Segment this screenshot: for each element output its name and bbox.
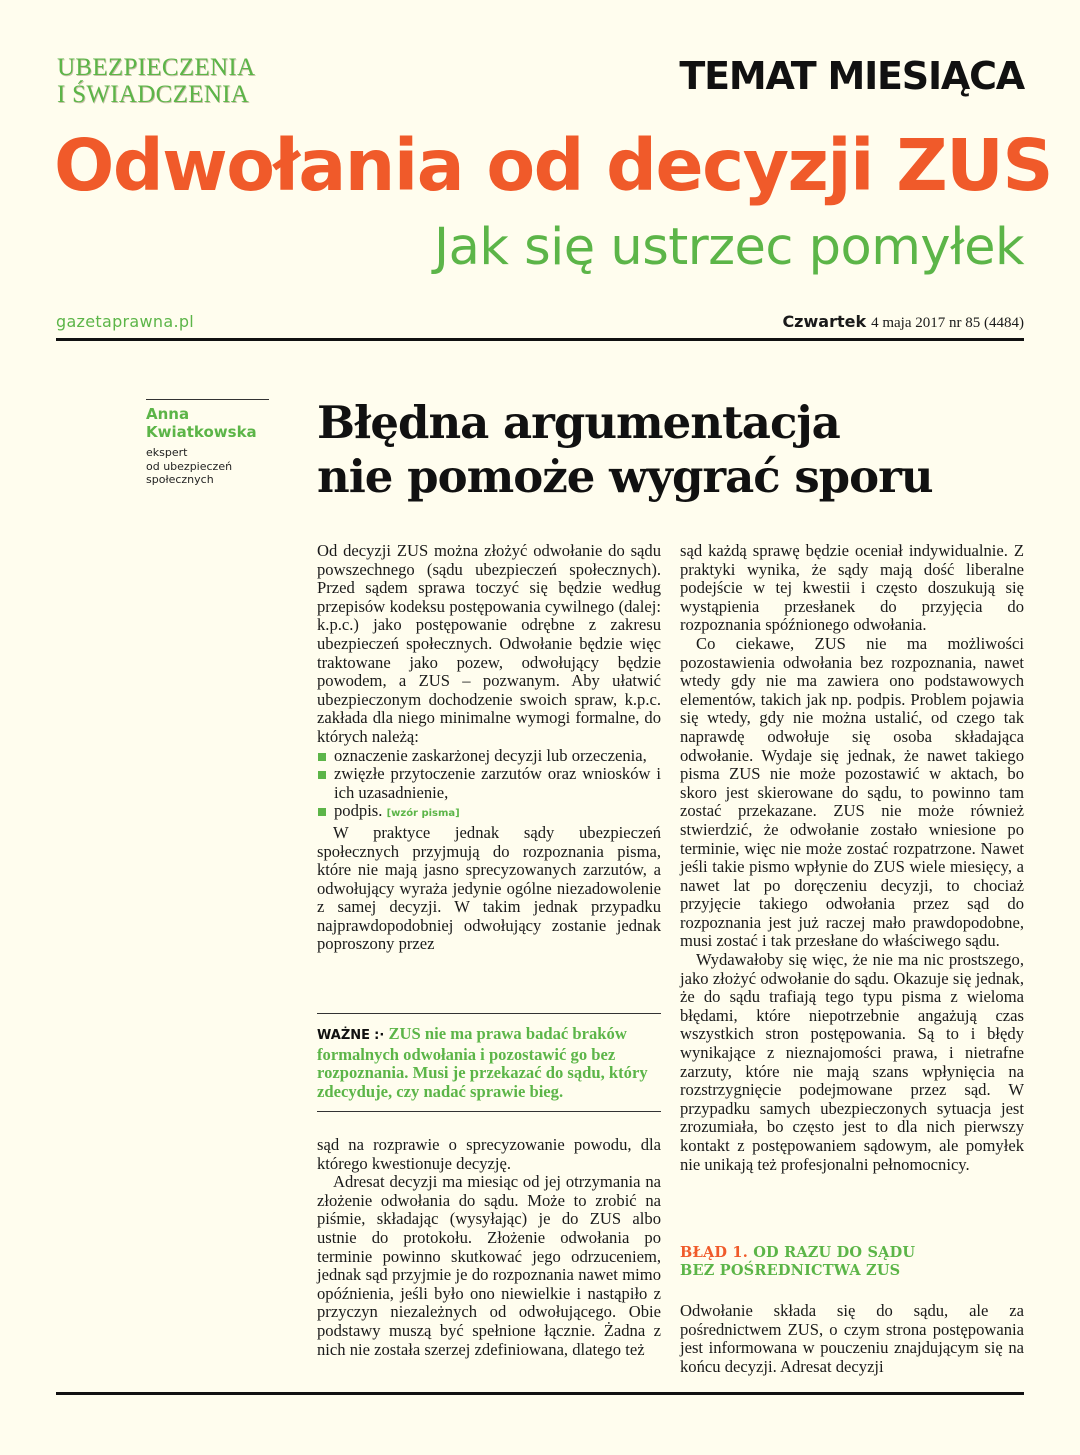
important-box-top-rule (317, 1013, 661, 1014)
author-name (146, 405, 257, 441)
error-1-title-line1: OD RAZU DO SĄDU (753, 1244, 916, 1261)
author-last-name: Kwiatkowska (146, 423, 257, 441)
paragraph-simple: Wydawałoby się więc, że nie ma nic prostszego, jako złożyć odwołanie do sądu. Okazuje się jednak, że do sądu trafiają tego typu pisma z wieloma błędami, które niepotrzebnie angażują czas wszystkich stron postępowania. Są to i błędy wynikające z nieznajomości prawa, i nietrafne zarzuty, które nie mają szans wpłynięcia na rozstrzygnięcie podejmowane przez sąd. W przypadku samych ubezpieczonych sytuacja jest zrozumiała, bo często jest to dla nich pierwszy kontakt z postępowaniem sądowym, ale pomyłek nie unikają też profesjonalni pełnomocnicy. (680, 950, 1024, 1174)
paragraph-continue: sąd na rozprawie o sprecyzowanie powodu, dla którego kwestionuje decyzję. (317, 1135, 661, 1173)
article-column-2-top (680, 542, 1024, 1174)
headline-line1: Błędna argumentacja (317, 396, 840, 449)
section-label (57, 54, 255, 108)
topic-label: TEMAT MIESIĄCA (679, 54, 1024, 98)
article-column-2-bottom (680, 1302, 1024, 1376)
paragraph-deadline: Adresat decyzji ma miesiąc od jej otrzymania na złożenie odwołania do sądu. Może to zrobić na piśmie, składając (wysyłając) je do ZUS albo ustnie do protokołu. Złożenie odwołania po terminie powinno skutkować jego odrzuceniem, jednak sąd przyjmie je do rozpoznania nawet mimo opóźnienia, jeśli było ono niewielkie i nastąpiło z przyczyn niezależnych od odwołującego. Obie podstawy muszą być spełnione łącznie. Żadna z nich nie została szerzej zdefiniowana, dlatego też (317, 1172, 661, 1359)
list-item-text: zwięzłe przytoczenie zarzutów oraz wniosków i ich uzasadnienie, (334, 764, 661, 802)
paragraph-practice: W praktyce jednak sądy ubezpieczeń społecznych przyjmują do rozpoznania pisma, które nie mają jasno sprecyzowanych zarzutów, a odwołujący wyraża jedynie ogólne niezadowolenie z samej decyzji. W takim jednak przypadku najprawdopodobniej odwołujący zostanie jednak poproszony przez (317, 822, 661, 954)
subtitle: Jak się ustrzec pomyłek (434, 218, 1024, 277)
website-link[interactable]: gazetaprawna.pl (56, 312, 195, 331)
dateline-day: Czwartek (782, 312, 867, 331)
error-1-heading (680, 1244, 1024, 1280)
error-1-title-line2: BEZ POŚREDNICTWA ZUS (680, 1262, 901, 1279)
requirements-list (317, 747, 661, 824)
author-divider (146, 399, 269, 400)
important-box (317, 1025, 661, 1101)
list-item-text: podpis. (334, 801, 383, 821)
error-1-number: BŁĄD 1. (680, 1244, 748, 1261)
sample-document-tag[interactable]: [wzór pisma] (386, 808, 460, 820)
important-label: WAŻNE (317, 1028, 371, 1043)
important-symbol: :· (374, 1028, 385, 1043)
article-column-1-bottom (317, 1136, 661, 1359)
main-title: Odwołania od decyzji ZUS (54, 124, 1052, 207)
section-label-line2: I ŚWIADCZENIA (57, 81, 250, 108)
paragraph-curious: Co ciekawe, ZUS nie ma możliwości pozostawienia odwołania bez rozpoznania, nawet wtedy gdy nie ma zawiera ono podstawowych elementów, takich jak np. podpis. Problem pojawia się wtedy, gdy nie można ustalić, od czego tak naprawdę odwołuje się osoba składająca odwołanie. Wydaje się jednak, że nawet takiego pisma ZUS nie może pozostawić w aktach, bo skoro jest skierowane do sądu, to powinno tam zostać przekazane. ZUS nie może również stwierdzić, że odwołanie zostało wniesione po terminie, więc nie może zostać rozpatrzone. Nawet jeśli takie pismo wpłynie do ZUS wiele miesięcy, a nawet lat po doręczeniu decyzji, to chociaż przyjęcie takiego odwołania przez sąd do rozpoznania jest już raczej mało prawdopodobne, musi zostać i tak przesłane do właściwego sądu. (680, 633, 1024, 951)
dateline (782, 312, 1024, 332)
list-item (317, 747, 661, 766)
important-box-bottom-rule (317, 1111, 661, 1112)
paragraph-error1: Odwołanie składa się do sądu, ale za pośrednictwem ZUS, o czym strona postępowania jest informowana w pouczeniu znajdującym się na końcu decyzji. Adresat decyzji (680, 1301, 1024, 1376)
list-item (317, 802, 661, 824)
section-label-line1: UBEZPIECZENIA (57, 54, 256, 81)
dateline-issue: 4 maja 2017 nr 85 (4484) (871, 315, 1024, 331)
article-headline (317, 396, 933, 504)
footer-divider (56, 1392, 1024, 1395)
paragraph-intro: Od decyzji ZUS można złożyć odwołanie do sądu powszechnego (sądu ubezpieczeń społecznych). Przed sądem sprawa toczyć się będzie według przepisów kodeksu postępowania cywilnego (dalej: k.p.c.) jako postępowanie odrębne z zakresu ubezpieczeń społecznych. Odwołanie będzie więc traktowane jako pozew, odwołujący będzie powodem, a ZUS – pozwanym. Aby ułatwić ubezpieczonym dochodzenie swoich spraw, k.p.c. zakłada dla niego minimalne wymogi formalne, do których należą: (317, 541, 661, 746)
author-role (146, 446, 232, 487)
author-role-line1: ekspert (146, 446, 188, 459)
author-first-name: Anna (146, 405, 190, 423)
author-role-line3: społecznych (146, 473, 214, 486)
list-item-text: oznaczenie zaskarżonej decyzji lub orzeczenia, (334, 745, 647, 765)
article-column-1-top (317, 542, 661, 954)
list-item (317, 765, 661, 802)
author-role-line2: od ubezpieczeń (146, 459, 233, 473)
header-divider (56, 338, 1024, 341)
important-text: ZUS nie ma prawa badać braków formalnych odwołania i pozostawić go bez rozpoznania. Musi je przekazać do sądu, który zdecyduje, czy nadać sprawie bieg. (317, 1024, 648, 1101)
paragraph-individual: sąd każdą sprawę będzie oceniał indywidualnie. Z praktyki wynika, że sądy mają dość liberalne podejście w tej kwestii i często doszukują się wystąpienia przesłanek do przyjęcia do rozpoznania spóźnionego odwołania. (680, 541, 1024, 635)
headline-line2: nie pomoże wygrać sporu (317, 450, 933, 503)
